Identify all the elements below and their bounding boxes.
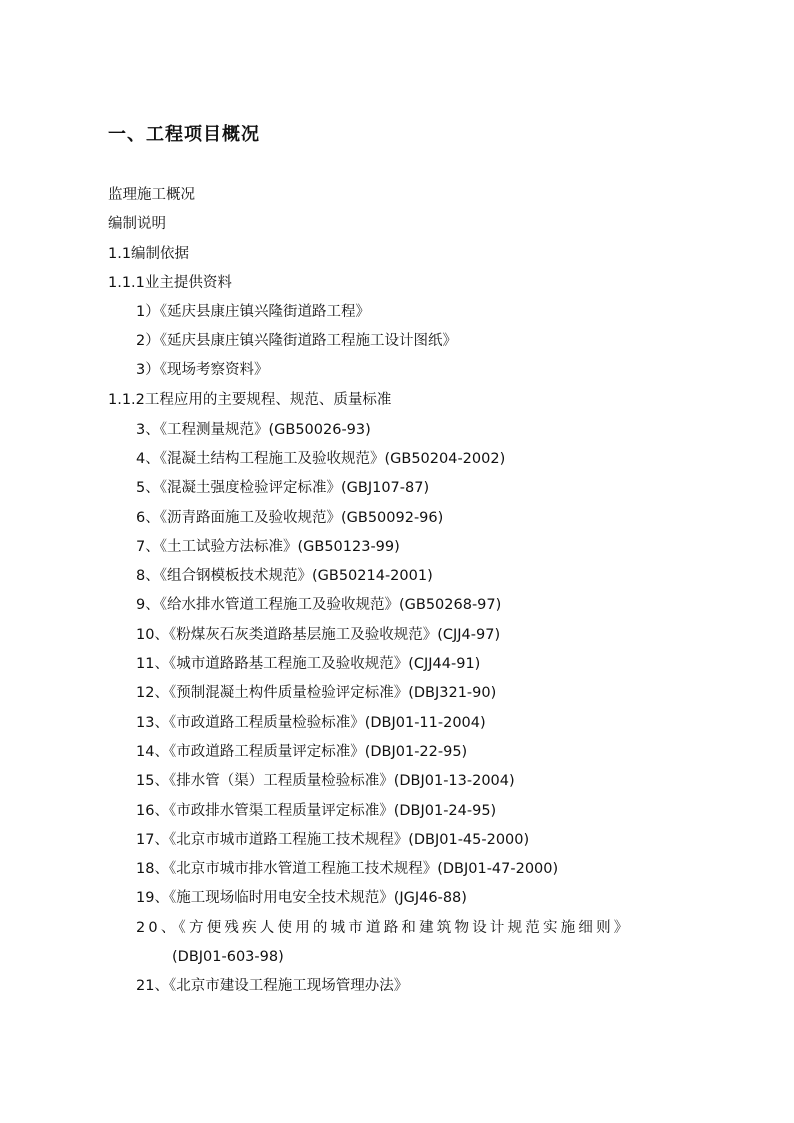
text-line: 1）《延庆县康庄镇兴隆街道路工程》 <box>136 304 370 320</box>
text-line: 6、《沥青路面施工及验收规范》(GB50092-96) <box>136 510 444 526</box>
text-line: 14、《市政道路工程质量评定标准》(DBJ01-22-95) <box>136 744 468 760</box>
text-line: 3、《工程测量规范》(GB50026-93) <box>136 422 371 438</box>
text-line: 5、《混凝土强度检验评定标准》(GBJ107-87) <box>136 480 430 496</box>
text-line: 1.1编制依据 <box>108 246 190 262</box>
text-line: 1.1.2工程应用的主要规程、规范、质量标准 <box>108 392 392 408</box>
text-line: (DBJ01-603-98) <box>172 949 284 965</box>
text-line: 21、《北京市建设工程施工现场管理办法》 <box>136 978 409 994</box>
text-line: 1.1.1业主提供资料 <box>108 275 232 291</box>
text-line: 7、《土工试验方法标准》(GB50123-99) <box>136 539 400 555</box>
text-line: 11、《城市道路路基工程施工及验收规范》(CJJ44-91) <box>136 656 481 672</box>
text-line: 18、《北京市城市排水管道工程施工技术规程》(DBJ01-47-2000) <box>136 861 559 877</box>
text-line: 8、《组合钢模板技术规范》(GB50214-2001) <box>136 568 433 584</box>
text-line: 10、《粉煤灰石灰类道路基层施工及验收规范》(CJJ4-97) <box>136 627 501 643</box>
text-line: 编制说明 <box>108 216 166 232</box>
text-line: 监理施工概况 <box>108 187 195 203</box>
text-line: 4、《混凝土结构工程施工及验收规范》(GB50204-2002) <box>136 451 506 467</box>
text-line: 16、《市政排水管渠工程质量评定标准》(DBJ01-24-95) <box>136 803 497 819</box>
text-line: 19、《施工现场临时用电安全技术规范》(JGJ46-88) <box>136 890 467 906</box>
text-line: 17、《北京市城市道路工程施工技术规程》(DBJ01-45-2000) <box>136 832 530 848</box>
text-line: 3）《现场考察资料》 <box>136 362 269 378</box>
text-line: 2）《延庆县康庄镇兴隆街道路工程施工设计图纸》 <box>136 333 457 349</box>
text-line: 15、《排水管（渠）工程质量检验标准》(DBJ01-13-2004) <box>136 773 515 789</box>
text-line: 12、《预制混凝土构件质量检验评定标准》(DBJ321-90) <box>136 685 497 701</box>
section-heading: 一、工程项目概况 <box>108 124 260 145</box>
text-line: 20、《方便残疾人使用的城市道路和建筑物设计规范实施细则》 <box>136 920 632 936</box>
text-line: 9、《给水排水管道工程施工及验收规范》(GB50268-97) <box>136 597 502 613</box>
text-line: 13、《市政道路工程质量检验标准》(DBJ01-11-2004) <box>136 715 486 731</box>
